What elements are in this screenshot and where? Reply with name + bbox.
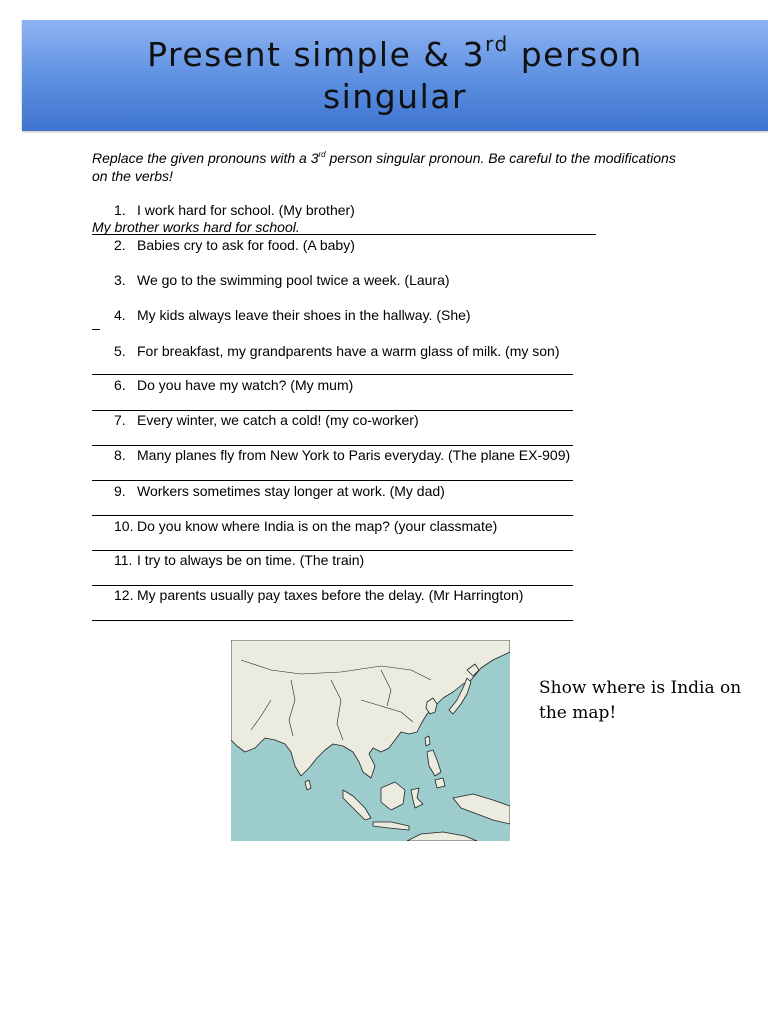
answer-line-6[interactable] xyxy=(92,410,573,411)
item-number: 6. xyxy=(114,377,126,393)
item-text: My kids always leave their shoes in the hallway. (She) xyxy=(137,307,471,323)
item-number: 8. xyxy=(114,447,126,463)
exercise-item-9 xyxy=(114,483,445,500)
instructions-superscript: rd xyxy=(318,150,326,159)
item-text: Do you know where India is on the map? (your classmate) xyxy=(137,518,498,534)
item-number: 2. xyxy=(114,237,126,253)
answer-line-9[interactable] xyxy=(92,515,573,516)
answer-line-7[interactable] xyxy=(92,445,573,446)
exercise-item-3 xyxy=(114,272,450,289)
answer-line-4[interactable] xyxy=(92,329,100,330)
exercise-item-12 xyxy=(114,587,523,604)
item-number: 3. xyxy=(114,272,126,288)
instructions-part1: Replace the given pronouns with a 3 xyxy=(92,150,319,166)
title-superscript: rd xyxy=(485,32,509,56)
answer-line-1[interactable] xyxy=(92,234,596,235)
asia-map[interactable] xyxy=(231,640,510,841)
exercise-item-6 xyxy=(114,377,353,394)
item-text: Workers sometimes stay longer at work. (My dad) xyxy=(137,483,445,499)
item-text: Do you have my watch? (My mum) xyxy=(137,377,354,393)
answer-line-10[interactable] xyxy=(92,550,573,551)
item-text: My parents usually pay taxes before the delay. (Mr Harrington) xyxy=(137,587,524,603)
item-text: Many planes fly from New York to Paris everyday. (The plane EX-909) xyxy=(137,447,571,463)
map-caption: Show where is India on the map! xyxy=(539,678,742,723)
title-banner xyxy=(22,20,768,131)
item-number: 1. xyxy=(114,202,126,218)
item-number: 11. xyxy=(114,552,133,568)
exercise-item-2 xyxy=(114,237,355,254)
exercise-item-4 xyxy=(114,307,471,324)
item-text: I work hard for school. (My brother) xyxy=(137,202,355,218)
exercise-item-1 xyxy=(114,202,355,219)
title-part2: person xyxy=(508,35,643,74)
answer-line-11[interactable] xyxy=(92,585,573,586)
page-title xyxy=(22,34,768,118)
exercise-item-8 xyxy=(114,447,570,464)
answer-line-8[interactable] xyxy=(92,480,573,481)
item-number: 4. xyxy=(114,307,126,323)
item-text: Babies cry to ask for food. (A baby) xyxy=(137,237,355,253)
item-text: Every winter, we catch a cold! (my co-worker) xyxy=(137,412,419,428)
instructions xyxy=(92,149,692,185)
item-number: 9. xyxy=(114,483,126,499)
answer-line-5[interactable] xyxy=(92,374,573,375)
item-number: 5. xyxy=(114,343,126,359)
exercise-item-11 xyxy=(114,552,364,569)
answer-line-12[interactable] xyxy=(92,620,573,621)
title-line2: singular xyxy=(322,77,468,116)
item-number: 12. xyxy=(114,587,134,603)
exercise-item-5 xyxy=(114,343,559,360)
item-text: We go to the swimming pool twice a week. (Laura) xyxy=(137,272,450,288)
item-number: 10. xyxy=(114,518,134,534)
item-text: I try to always be on time. (The train) xyxy=(137,552,365,568)
item-number: 7. xyxy=(114,412,126,428)
exercise-item-10 xyxy=(114,518,497,535)
title-part1: Present simple & 3 xyxy=(147,35,486,74)
example-answer: My brother works hard for school. xyxy=(92,219,300,235)
item-text: For breakfast, my grandparents have a warm glass of milk. (my son) xyxy=(137,343,560,359)
exercise-item-7 xyxy=(114,412,419,429)
instructions-part2: person singular pronoun. Be careful to the modifications on the verbs! xyxy=(92,150,676,184)
